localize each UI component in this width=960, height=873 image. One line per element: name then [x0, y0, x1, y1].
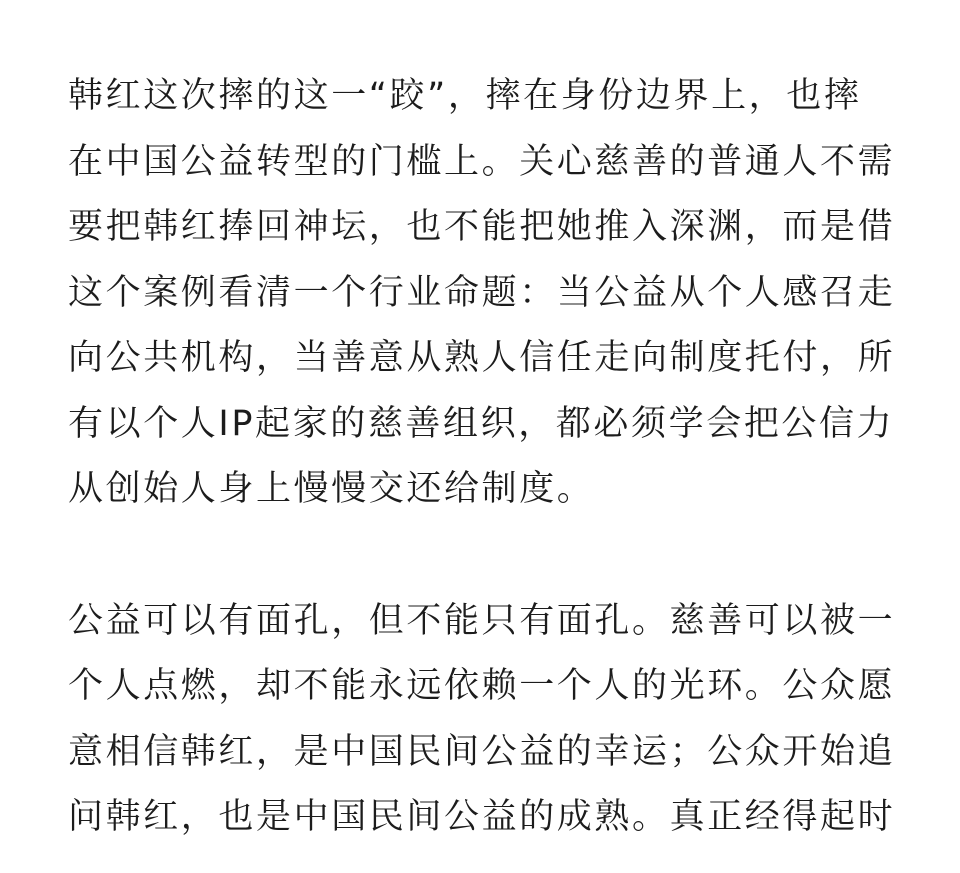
text-line: 从创始人身上慢慢交还给制度。 — [68, 469, 595, 509]
article-body — [68, 64, 908, 851]
text-line: 个人点燃，却不能永远依赖一个人的光环。公众愿 — [68, 666, 896, 706]
text-line: 向公共机构，当善意从熟人信任走向制度托付，所 — [68, 338, 896, 378]
paragraph-spacer — [68, 523, 908, 589]
text-line: 韩红这次摔的这一“跤”，摔在身份边界上，也摔 — [68, 76, 862, 116]
text-line: 在中国公益转型的门槛上。关心慈善的普通人不需 — [68, 141, 896, 182]
paragraph-2 — [68, 589, 908, 851]
text-line: 这个案例看清一个行业命题：当公益从个人感召走 — [68, 272, 896, 313]
paragraph-1 — [68, 64, 908, 523]
text-line: 意相信韩红，是中国民间公益的幸运；公众开始追 — [68, 731, 896, 772]
text-line: 问韩红，也是中国民间公益的成熟。真正经得起时 — [68, 797, 896, 837]
text-line: 要把韩红捧回神坛，也不能把她推入深渊，而是借 — [68, 207, 896, 247]
text-line: 有以个人IP起家的慈善组织，都必须学会把公信力 — [68, 403, 895, 444]
text-line: 公益可以有面孔，但不能只有面孔。慈善可以被一 — [68, 600, 896, 641]
